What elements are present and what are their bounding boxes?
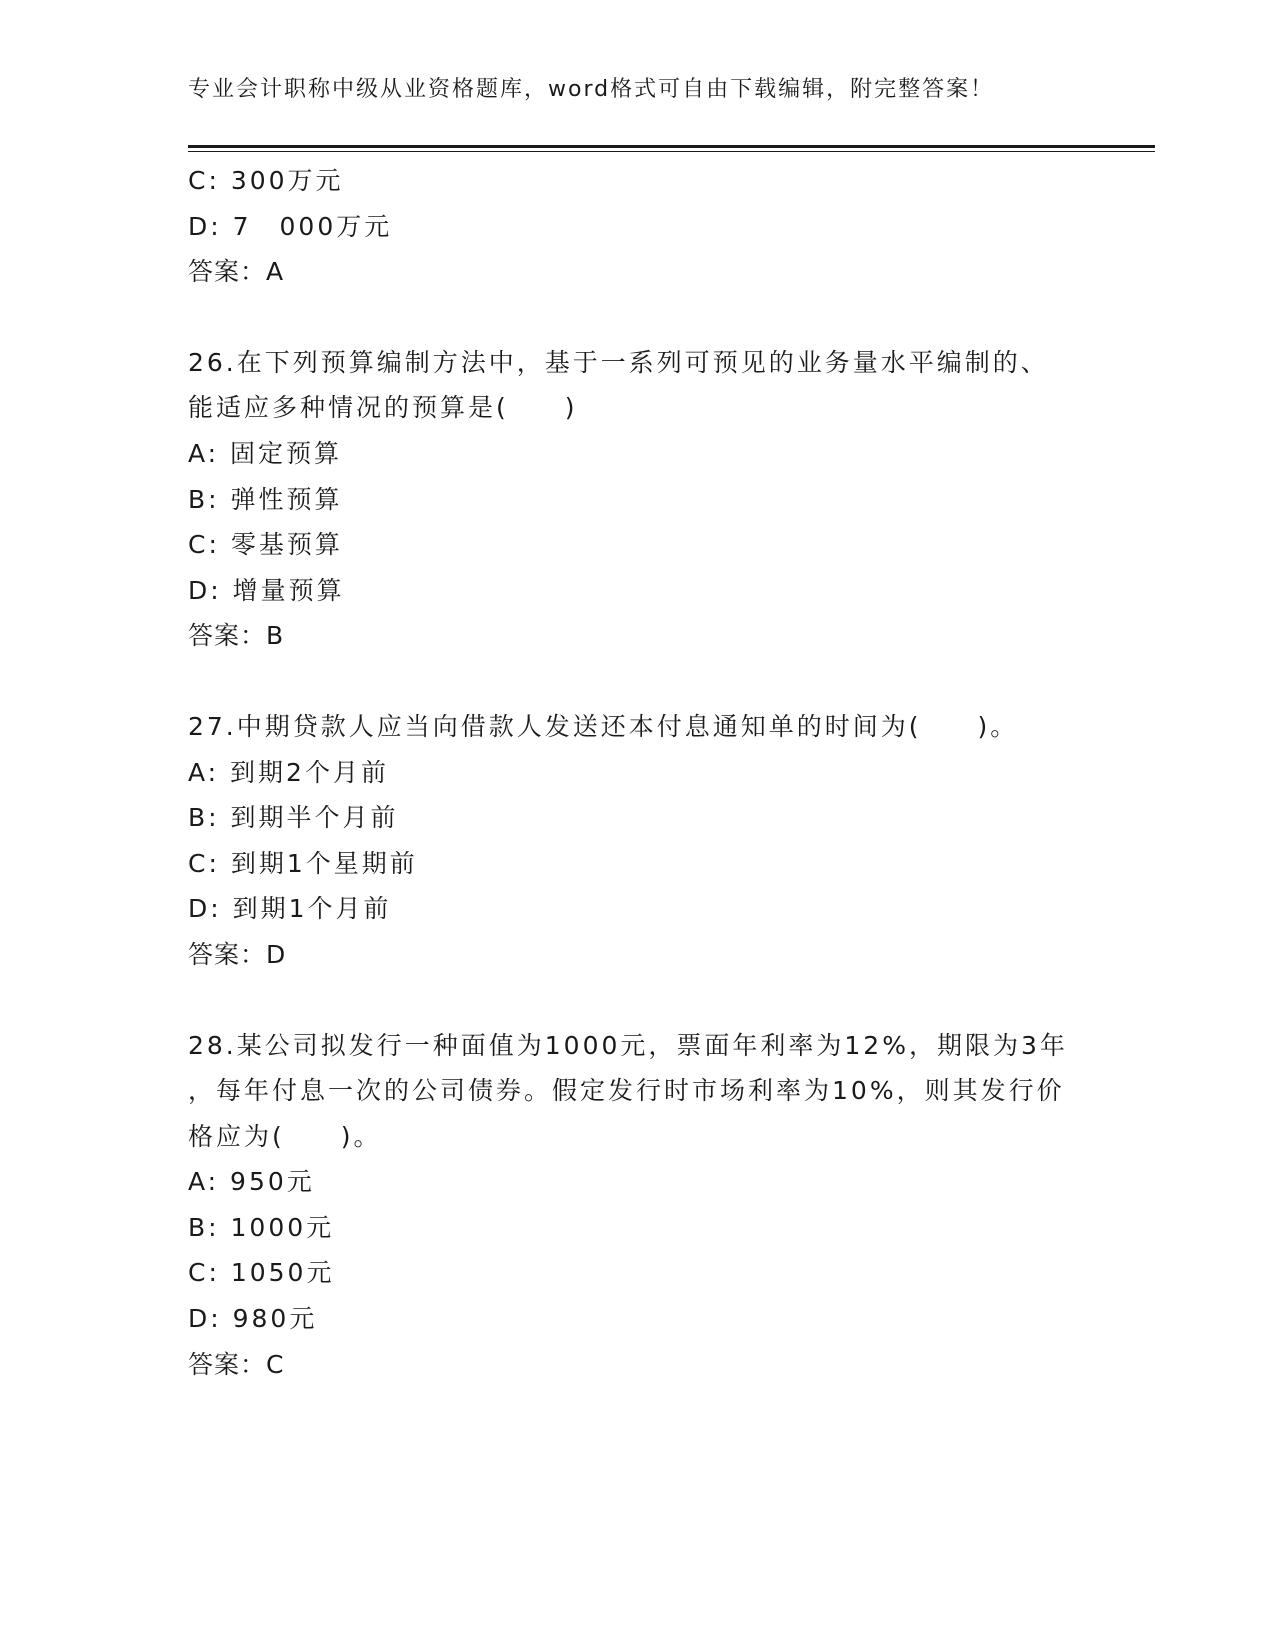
option-a: A: 到期2个月前: [188, 757, 389, 787]
answer-line: 答案：C: [188, 1349, 285, 1379]
question-26: [188, 340, 1088, 659]
header-rule-thick: [188, 145, 1155, 148]
option-a: A: 950元: [188, 1167, 315, 1197]
option-c: C: 到期1个星期前: [188, 848, 418, 878]
option-c: C: 零基预算: [188, 530, 343, 560]
question-content: [188, 158, 1088, 1387]
option-c: C: 1050元: [188, 1258, 335, 1288]
option-a: A: 固定预算: [188, 438, 343, 468]
answer-line: 答案：A: [188, 257, 285, 287]
question-28: [188, 1023, 1088, 1388]
option-d: D: 增量预算: [188, 575, 345, 605]
question-stem: 格应为( )。: [188, 1121, 382, 1151]
question-27: [188, 704, 1088, 978]
option-b: B: 到期半个月前: [188, 803, 399, 833]
answer-line: 答案：D: [188, 939, 287, 969]
option-c: C: 300万元: [188, 166, 344, 195]
question-stem: ，每年付息一次的公司债券。假定发行时市场利率为10%，则其发行价: [188, 1076, 1065, 1106]
option-d: D: 到期1个月前: [188, 894, 392, 924]
header-rule-thin: [188, 151, 1155, 152]
option-b: B: 1000元: [188, 1212, 335, 1242]
question-stem: 26.在下列预算编制方法中，基于一系列可预见的业务量水平编制的、: [188, 347, 1049, 377]
question-stem: 27.中期贷款人应当向借款人发送还本付息通知单的时间为( )。: [188, 711, 1019, 741]
question-stem: 能适应多种情况的预算是( ): [188, 393, 578, 423]
answer-line: 答案：B: [188, 621, 285, 651]
prev-question-tail: [188, 158, 1088, 295]
option-b: B: 弹性预算: [188, 484, 343, 514]
page-header: 专业会计职称中级从业资格题库，word格式可自由下载编辑，附完整答案！: [188, 77, 995, 102]
option-d: D: 980元: [188, 1304, 318, 1334]
option-d: D: 7 000万元: [188, 211, 393, 241]
question-stem: 28.某公司拟发行一种面值为1000元，票面年利率为12%，期限为3年: [188, 1030, 1068, 1060]
